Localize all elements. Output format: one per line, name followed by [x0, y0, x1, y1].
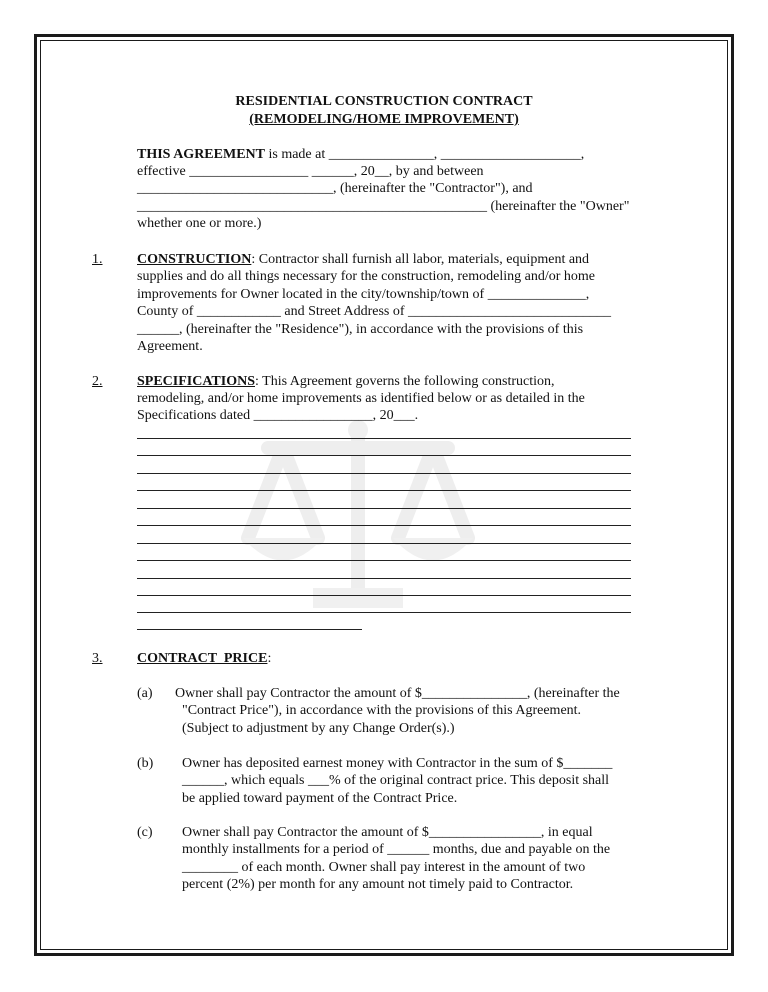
section-2-number: 2. [92, 374, 103, 389]
document-subtitle: (REMODELING/HOME IMPROVEMENT) [249, 112, 519, 127]
section-3-heading: CONTRACT PRICE [137, 651, 268, 666]
intro-line-3: ____________________________, (hereinafter the "Contractor"), and [137, 181, 533, 196]
specification-blank-line [137, 490, 631, 491]
section-1-line-2: supplies and do all things necessary for the construction, remodeling and/or home [137, 269, 596, 284]
intro-lead: THIS AGREEMENT [137, 147, 265, 162]
intro-line-2: effective _________________ ______, 20__, by and between [137, 164, 484, 179]
clause-c-label: (c) [137, 825, 153, 840]
specification-blank-line [137, 508, 631, 509]
document-title: RESIDENTIAL CONSTRUCTION CONTRACT [235, 94, 533, 109]
section-1-heading: CONSTRUCTION [137, 252, 252, 267]
clause-c-line-2: monthly installments for a period of ______ months, due and payable on the [182, 842, 611, 857]
specification-blank-line [137, 560, 631, 561]
specification-blank-line [137, 543, 631, 544]
intro-line-5: whether one or more.) [137, 216, 262, 231]
section-1-line-6: Agreement. [137, 339, 203, 354]
section-2-line-1-text: : This Agreement governs the following construction, [255, 374, 555, 389]
specification-blank-line [137, 578, 631, 579]
clause-a-line-3: (Subject to adjustment by any Change Order(s).) [182, 721, 455, 736]
section-3-number: 3. [92, 651, 103, 666]
section-1-line-5: ______, (hereinafter the "Residence"), in accordance with the provisions of this [137, 322, 584, 337]
clause-a-line-1: Owner shall pay Contractor the amount of $_______________, (hereinafter the [175, 686, 620, 701]
specification-blank-line [137, 612, 631, 613]
section-2-line-2: remodeling, and/or home improvements as identified below or as detailed in the [137, 391, 585, 406]
clause-b-line-2: ______, which equals ___% of the original contract price. This deposit shall [182, 773, 610, 788]
specification-blank-line [137, 438, 631, 439]
specification-blank-line [137, 455, 631, 456]
section-1-line-1 [137, 251, 589, 269]
section-1-number: 1. [92, 252, 103, 267]
specification-blank-line [137, 629, 362, 630]
scales-of-justice-icon [228, 418, 488, 618]
specification-blank-line [137, 473, 631, 474]
clause-c-line-4: percent (2%) per month for any amount not timely paid to Contractor. [182, 877, 574, 892]
section-1-line-4: County of ____________ and Street Address of _____________________________ [137, 304, 612, 319]
clause-a-label: (a) [137, 686, 153, 701]
specification-blank-line [137, 595, 631, 596]
clause-b-label: (b) [137, 756, 154, 771]
intro-line-1 [137, 146, 584, 164]
section-2-line-1 [137, 373, 555, 391]
clause-c-line-1: Owner shall pay Contractor the amount of $________________, in equal [182, 825, 593, 840]
section-2-line-3: Specifications dated _________________, 20___. [137, 408, 419, 423]
section-1-line-3: improvements for Owner located in the city/township/town of ______________, [137, 287, 590, 302]
clause-c-line-3: ________ of each month. Owner shall pay interest in the amount of two [182, 860, 586, 875]
section-2-heading: SPECIFICATIONS [137, 374, 255, 389]
specification-blank-line [137, 525, 631, 526]
clause-b-line-3: be applied toward payment of the Contract Price. [182, 791, 458, 806]
section-1-line-1-text: : Contractor shall furnish all labor, materials, equipment and [251, 252, 590, 267]
section-3-heading-line [137, 650, 271, 668]
section-3-heading-suffix: : [267, 651, 272, 666]
clause-a-line-2: "Contract Price"), in accordance with the provisions of this Agreement. [182, 703, 582, 718]
clause-b-line-1: Owner has deposited earnest money with Contractor in the sum of $_______ [182, 756, 613, 771]
intro-line-4: __________________________________________________ (hereinafter the "Owner" [137, 199, 630, 214]
intro-line-1-text: is made at _______________, ____________________, [264, 147, 585, 162]
